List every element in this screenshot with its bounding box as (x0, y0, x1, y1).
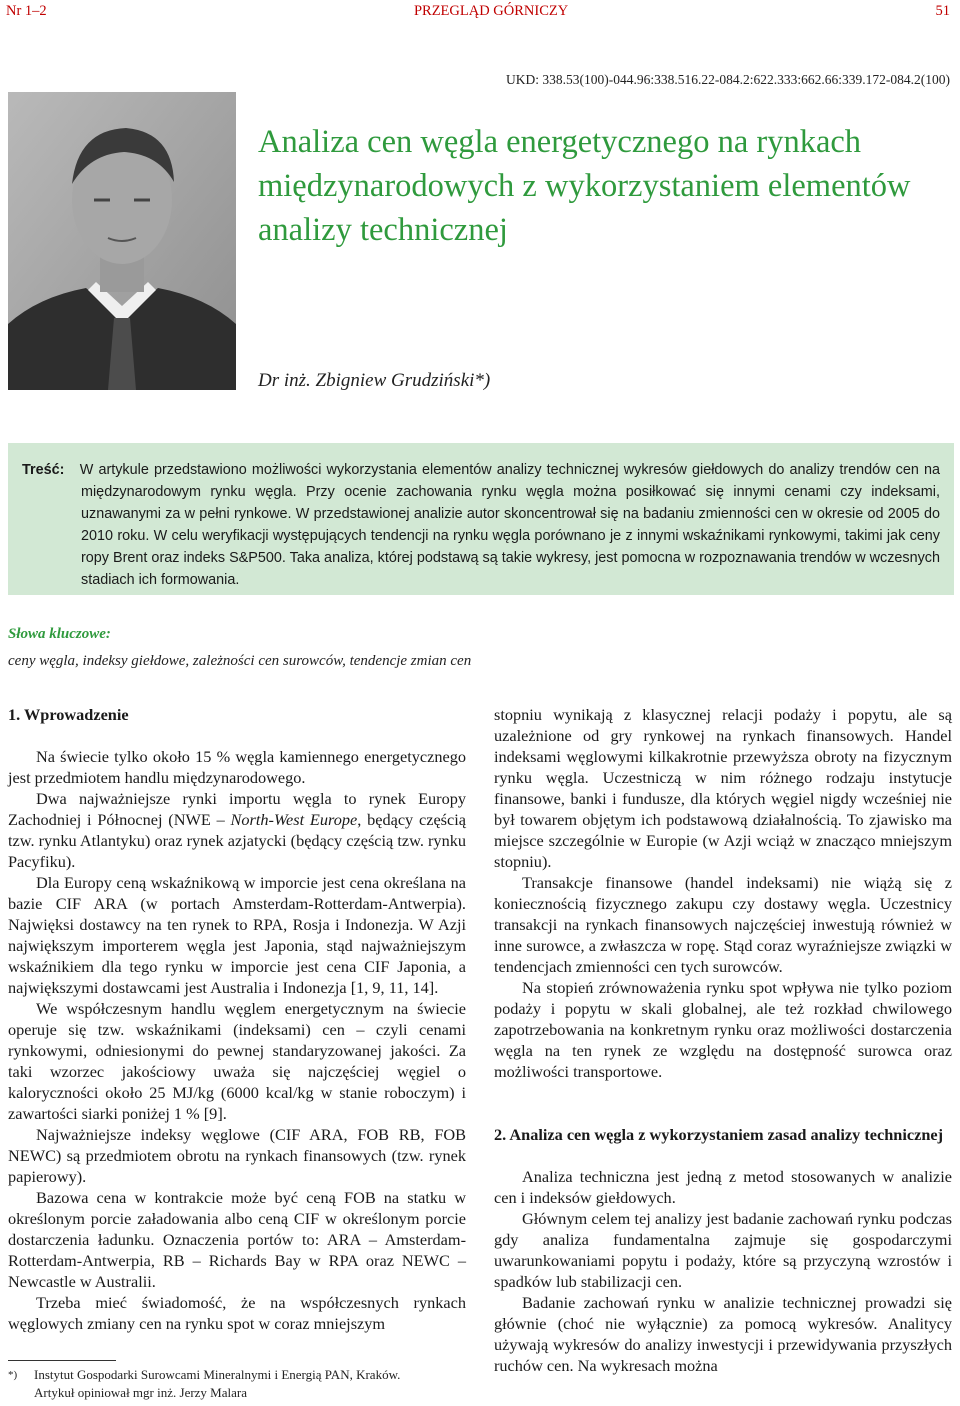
page-number: 51 (935, 3, 950, 19)
abstract-text: W artykule przedstawiono możliwości wykorzystania elementów analizy technicznej wykresów giełdowych do analizy trendów cen na międzynarodowym rynku węgla. Przy ocenie zachowania rynku węgla można posiłkować się innymi cenami czy indeksami, uznawanymi za w pełni rynkowe. W przedstawionej analizie autor skoncentrował się na badaniu zmienności cen w okresie od 2005 do 2010 roku. W celu weryfikacji występujących tendencji na rynku węgla porównano je z innymi wskaźnikami rynkowymi, takimi jak ceny ropy Brent oraz indeks S&P500. Taka analiza, której podstawą są takie wykresy, jest pomocna w rozpoznawania trendów w wczesnych stadiach ich formowania. (79, 462, 940, 588)
section-heading-2: 2. Analiza cen węgla z wykorzystaniem zasad analizy technicznej (494, 1125, 944, 1144)
keywords-label: Słowa kluczowe: (8, 626, 111, 642)
keywords-text: ceny węgla, indeksy giełdowe, zależności cen surowców, tendencje zmian cen (8, 653, 472, 669)
paragraph: We współczesnym handlu węglem energetycznym na świecie operuje się tzw. wskaźnikami (indeksami) cen – czyli cenami rynkowymi, odniesionymi do pewnej standaryzowanej jakości. Za taki wzorzec jakościowy uważa się najczęściej węgiel o kaloryczności około 25 MJ/kg (6000 kcal/kg w stanie roboczym) i zawartości siarki poniżej 1 % [9]. (8, 999, 466, 1123)
paragraph-italic: North-West Europe (230, 810, 358, 829)
author-photo (8, 92, 236, 390)
paragraph: Trzeba mieć świadomość, że na współczesnych rynkach węglowych zmiany cen na rynku spot w coraz mniejszym (8, 1293, 466, 1333)
abstract-paragraph (22, 459, 940, 591)
abstract-label: Treść: (22, 462, 65, 478)
left-column (8, 704, 466, 1334)
paragraph: Badanie zachowań rynku w analizie technicznej prowadzi się głównie (choć nie wyłącznie) za pomocą wykresów. Analitycy używają wykresów do analizy inwestycji i przewidywania przyszłych ruchów cen. Na wykresach można (494, 1293, 952, 1375)
paragraph: Bazowa cena w kontrakcie może być ceną FOB na statku w określonym porcie załadowania albo ceną CIF w określonym porcie dostarczenia ładunku. Oznaczenia portów to: ARA – Amsterdam-Rotterdam-Antwerpia, RB – Richards Bay w RPA oraz NEWC – Newcastle w Australii. (8, 1188, 466, 1291)
udk-code: UKD: 338.53(100)-044.96:338.516.22-084.2:622.333:662.66:339.172-084.2(100) (506, 72, 950, 87)
paragraph: Na stopień zrównoważenia rynku spot wpływa nie tylko poziom podaży i popytu w skali globalnej, ale też rozkład chwilowego zapotrzebowania na konkretnym rynku oraz możliwości dostarczenia węgla na ten rynek ze względu na dostępność surowca oraz możliwości transportowe. (494, 978, 952, 1081)
paragraph: Dla Europy ceną wskaźnikową w imporcie jest cena określana na bazie CIF ARA (w portach Amsterdam-Rotterdam-Antwerpia). Najwięksi dostawcy na ten rynek to RPA, Rosja i Indonezja. W Azji największym importerem węgla jest Japonia, stąd najważniejszym wskaźnikiem dla tego rynku w imporcie jest cena CIF Japonia, a największymi dostawcami jest Australia i Indonezja [1, 9, 11, 14]. (8, 873, 466, 997)
paragraph (8, 788, 466, 872)
footnote-reviewer: Artykuł opiniował mgr inż. Jerzy Malara (34, 1385, 247, 1400)
footnote-affiliation: Instytut Gospodarki Surowcami Mineralnymi i Energią PAN, Kraków. (34, 1367, 401, 1382)
paragraph: Analiza techniczna jest jedną z metod stosowanych w analizie cen i indeksów giełdowych. (494, 1167, 952, 1207)
section-heading-1: 1. Wprowadzenie (8, 705, 129, 724)
paragraph: stopniu wynikają z klasycznej relacji podaży i popytu, ale są uzależnione od gry rynkowej na rynkach finansowych. Handel indeksami węglowymi kilkakrotnie przewyższa obroty na fizycznym rynku węgla. Uczestniczą w nim różnego rodzaju instytucje finansowe, banki i fundusze, dla których węgiel nigdy wcześniej nie był towarem objętym ich podstawową działalnością. To zjawisko ma miejsce szczególnie w Europie (w Azji wciąż w znacząco mniejszym stopniu). (494, 705, 952, 871)
paragraph-text: , będący częścią tzw. rynku Atlantyku) oraz rynek azjatycki (będący częścią tzw. rynku Pacyfiku). (8, 810, 466, 871)
journal-name: PRZEGLĄD GÓRNICZY (413, 3, 569, 19)
paragraph: Najważniejsze indeksy węglowe (CIF ARA, FOB RB, FOB NEWC) są przedmiotem obrotu na rynkach finansowych (tzw. rynek papierowy). (8, 1125, 466, 1186)
abstract-box (8, 443, 954, 595)
footnote-divider (8, 1360, 116, 1361)
running-header (6, 3, 950, 20)
footnote (8, 1366, 478, 1402)
paragraph: Na świecie tylko około 15 % węgla kamiennego energetycznego jest przedmiotem handlu międzynarodowego. (8, 747, 466, 787)
paragraph-text: Dwa najważniejsze rynki importu węgla to rynek Europy Zachodniej i Północnej (NWE – (8, 789, 466, 829)
paragraph: Głównym celem tej analizy jest badanie zachowań rynku podczas gdy analiza fundamentalna zajmuje się gospodarczymi uwarunkowaniami popytu i podaży, które są przyczyną wzrostów i spadków lub stabilizacji cen. (494, 1209, 952, 1291)
footnote-line (8, 1366, 478, 1384)
article-title: Analiza cen węgla energetycznego na rynkach międzynarodowych z wykorzystaniem elementów analizy technicznej (258, 124, 911, 248)
right-column (494, 704, 952, 1376)
footnote-mark: *) (8, 1369, 18, 1381)
author-name: Dr inż. Zbigniew Grudziński*) (258, 370, 491, 391)
issue-number: Nr 1–2 (6, 3, 47, 19)
paragraph: Transakcje finansowe (handel indeksami) nie wiążą się z koniecznością fizycznego zakupu czy dostawy węgla. Uczestnicy transakcji na rynkach finansowych najczęściej inwestują również w inne surowce, a zwłaszcza w ropę. Stąd coraz wyraźniejsze związki w tendencjach zmienności cen tych surowców. (494, 873, 952, 976)
